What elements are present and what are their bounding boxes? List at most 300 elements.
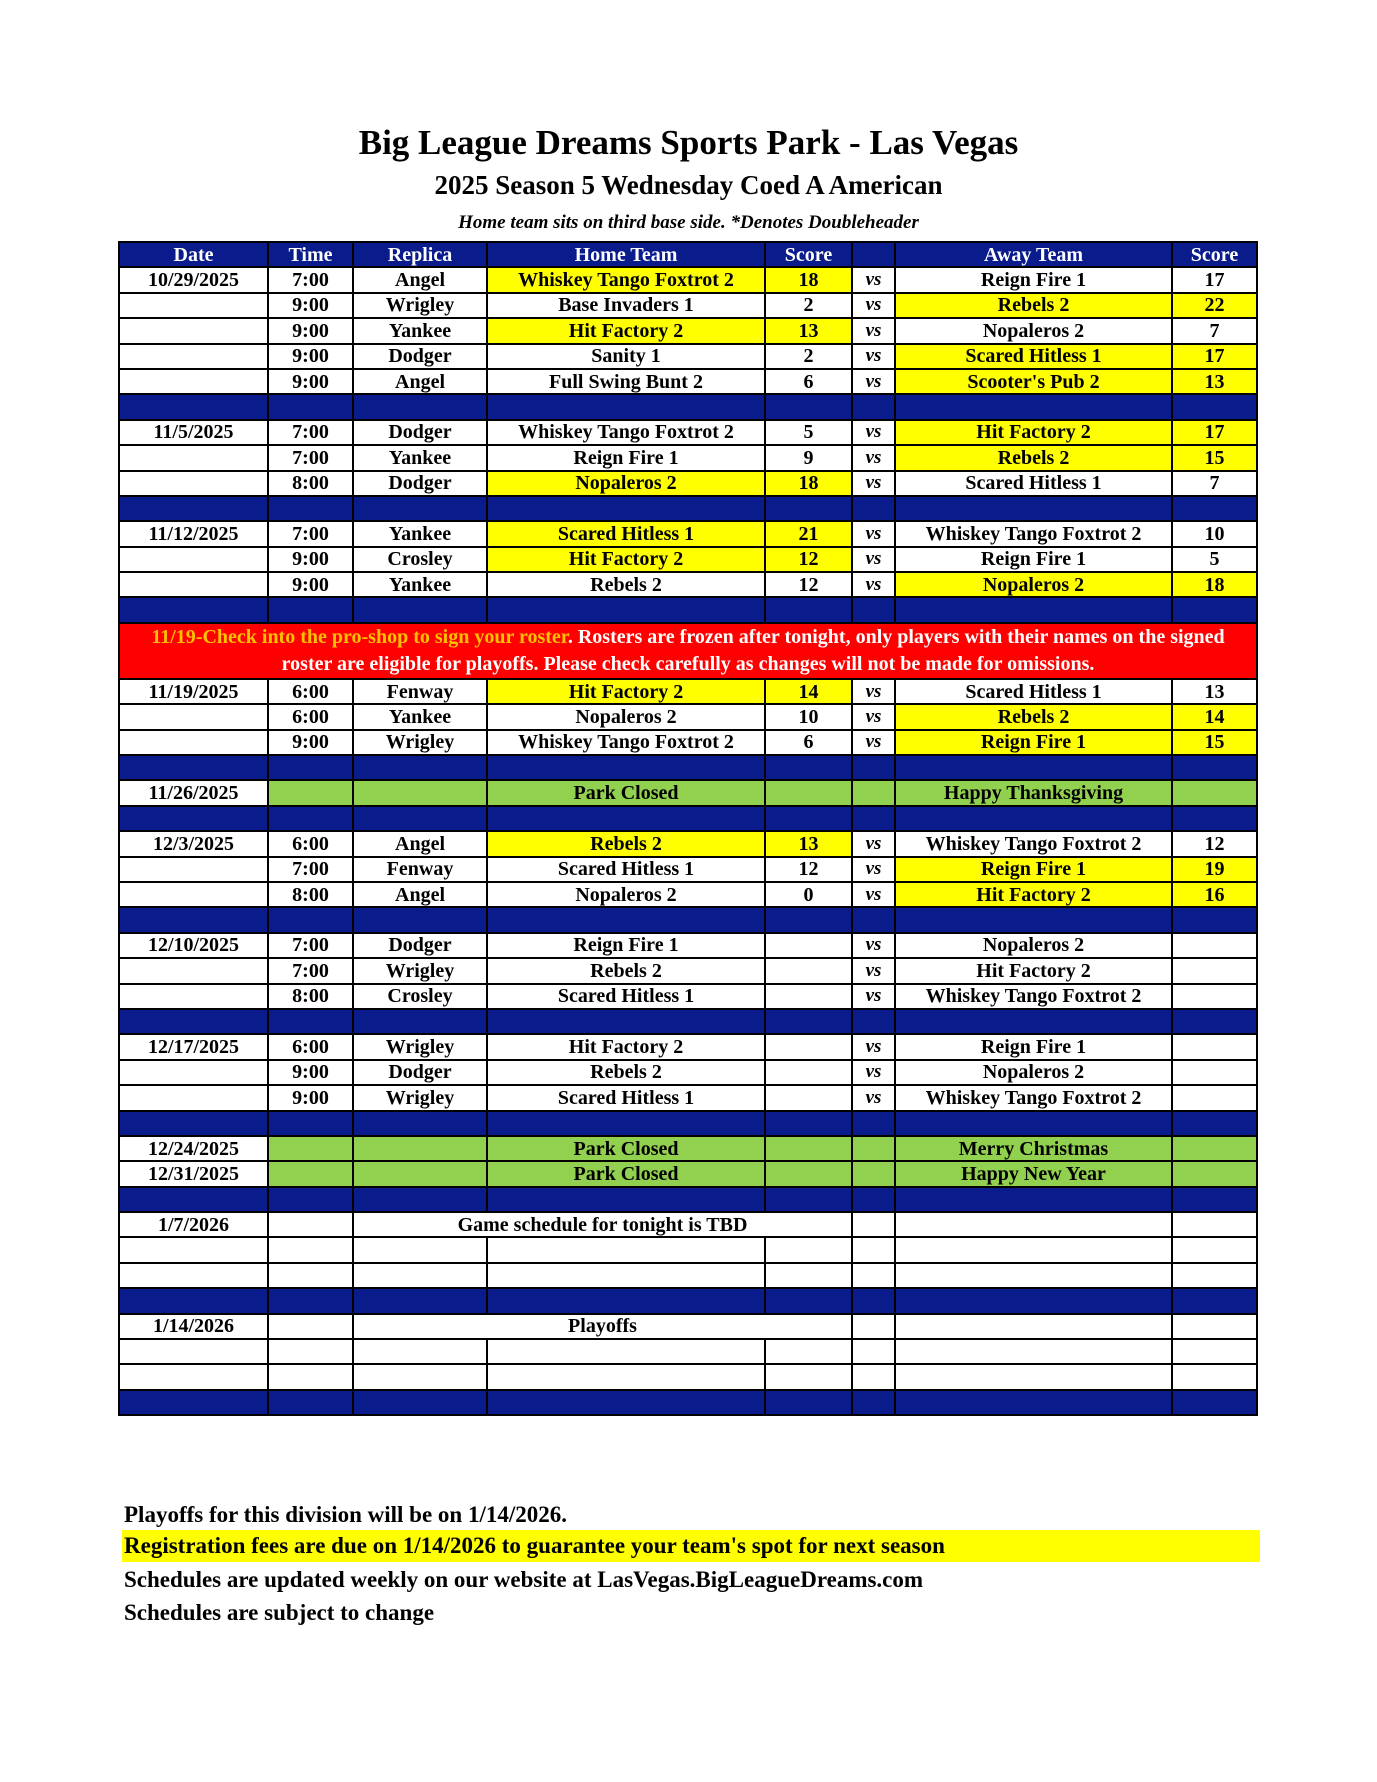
date-cell: 11/19/2025 <box>119 679 268 704</box>
home-team-cell: Nopaleros 2 <box>487 882 765 907</box>
empty-cell <box>895 1339 1172 1364</box>
separator-cell <box>895 597 1172 622</box>
game-row <box>119 958 1257 983</box>
empty-cell <box>765 1339 852 1364</box>
field-cell: Wrigley <box>353 958 487 983</box>
separator-cell <box>852 1111 895 1136</box>
home-team-cell: Base Invaders 1 <box>487 293 765 318</box>
notice-highlight: Check into the pro-shop to sign your roster <box>202 625 568 648</box>
separator-cell <box>765 1288 852 1313</box>
away-score-cell: 15 <box>1172 445 1257 470</box>
away-score-cell <box>1172 1034 1257 1059</box>
game-row <box>119 679 1257 704</box>
date-cell <box>119 369 268 394</box>
separator-cell <box>119 907 268 932</box>
date-cell: 11/26/2025 <box>119 780 268 805</box>
field-cell: Wrigley <box>353 293 487 318</box>
away-score-cell: 17 <box>1172 267 1257 292</box>
empty-cell <box>487 1364 765 1389</box>
away-score-cell <box>1172 958 1257 983</box>
home-team-cell: Reign Fire 1 <box>487 445 765 470</box>
separator-cell <box>487 806 765 831</box>
game-row <box>119 857 1257 882</box>
empty-cell <box>268 1364 353 1389</box>
col-header-home-score: Score <box>765 242 852 267</box>
separator-row <box>119 394 1257 419</box>
game-row <box>119 1085 1257 1110</box>
separator-cell <box>353 597 487 622</box>
away-team-cell <box>895 1314 1172 1339</box>
separator-cell <box>1172 806 1257 831</box>
separator-cell <box>487 1390 765 1415</box>
separator-row <box>119 1187 1257 1212</box>
home-score-cell <box>765 958 852 983</box>
home-score-cell: 6 <box>765 369 852 394</box>
park-closed-row <box>119 1136 1257 1161</box>
separator-cell <box>1172 1390 1257 1415</box>
date-cell <box>119 1085 268 1110</box>
separator-cell <box>268 907 353 932</box>
home-score-cell: 2 <box>765 344 852 369</box>
empty-cell <box>765 1237 852 1262</box>
vs-cell <box>852 1161 895 1186</box>
empty-cell <box>268 1263 353 1288</box>
vs-cell: vs <box>852 445 895 470</box>
field-cell: Fenway <box>353 857 487 882</box>
separator-cell <box>1172 1288 1257 1313</box>
away-score-cell: 7 <box>1172 471 1257 496</box>
separator-cell <box>119 755 268 780</box>
away-team-cell: Reign Fire 1 <box>895 267 1172 292</box>
roster-notice <box>119 623 1257 679</box>
home-score-cell <box>765 1034 852 1059</box>
footer-registration-note: Registration fees are due on 1/14/2026 to guarantee your team's spot for next season <box>122 1530 1260 1562</box>
home-team-cell: Nopaleros 2 <box>487 471 765 496</box>
separator-row <box>119 1288 1257 1313</box>
field-cell: Crosley <box>353 984 487 1009</box>
separator-cell <box>765 1009 852 1034</box>
separator-cell <box>895 806 1172 831</box>
away-score-cell: 7 <box>1172 318 1257 343</box>
vs-cell: vs <box>852 344 895 369</box>
separator-cell <box>1172 755 1257 780</box>
separator-cell <box>852 907 895 932</box>
separator-row <box>119 496 1257 521</box>
col-header-date: Date <box>119 242 268 267</box>
away-team-cell: Nopaleros 2 <box>895 318 1172 343</box>
separator-cell <box>895 1009 1172 1034</box>
home-score-cell <box>765 933 852 958</box>
date-cell <box>119 958 268 983</box>
empty-cell <box>119 1237 268 1262</box>
empty-cell <box>1172 1237 1257 1262</box>
home-score-cell: 12 <box>765 547 852 572</box>
game-row <box>119 318 1257 343</box>
home-score-cell: 6 <box>765 730 852 755</box>
date-cell <box>119 572 268 597</box>
vs-cell: vs <box>852 318 895 343</box>
separator-cell <box>119 1111 268 1136</box>
away-team-cell: Scared Hitless 1 <box>895 471 1172 496</box>
separator-cell <box>268 394 353 419</box>
game-row <box>119 420 1257 445</box>
separator-cell <box>487 394 765 419</box>
vs-cell <box>852 1136 895 1161</box>
game-row <box>119 572 1257 597</box>
date-cell <box>119 344 268 369</box>
vs-cell <box>852 1314 895 1339</box>
empty-cell <box>353 1263 487 1288</box>
away-score-cell: 17 <box>1172 344 1257 369</box>
date-cell <box>119 293 268 318</box>
time-cell: 6:00 <box>268 704 353 729</box>
separator-cell <box>895 394 1172 419</box>
vs-cell: vs <box>852 958 895 983</box>
time-cell <box>268 1136 353 1161</box>
empty-cell <box>895 1237 1172 1262</box>
home-team-cell: Rebels 2 <box>487 572 765 597</box>
empty-cell <box>353 1364 487 1389</box>
date-cell <box>119 882 268 907</box>
home-score-cell: 12 <box>765 857 852 882</box>
date-cell: 12/3/2025 <box>119 831 268 856</box>
away-team-cell: Hit Factory 2 <box>895 958 1172 983</box>
separator-cell <box>1172 907 1257 932</box>
vs-cell: vs <box>852 572 895 597</box>
footer-website-note: Schedules are updated weekly on our website at LasVegas.BigLeagueDreams.com <box>124 1567 924 1592</box>
separator-cell <box>765 496 852 521</box>
date-cell <box>119 1060 268 1085</box>
park-closed-row <box>119 780 1257 805</box>
game-row <box>119 547 1257 572</box>
separator-cell <box>852 496 895 521</box>
away-score-cell <box>1172 1060 1257 1085</box>
away-score-cell: 16 <box>1172 882 1257 907</box>
separator-cell <box>487 1009 765 1034</box>
empty-cell <box>852 1237 895 1262</box>
field-cell: Dodger <box>353 471 487 496</box>
vs-cell: vs <box>852 704 895 729</box>
col-header-vs <box>852 242 895 267</box>
away-team-cell: Whiskey Tango Foxtrot 2 <box>895 521 1172 546</box>
home-team-cell: Scared Hitless 1 <box>487 857 765 882</box>
separator-cell <box>487 1288 765 1313</box>
separator-cell <box>119 597 268 622</box>
away-score-cell <box>1172 1314 1257 1339</box>
home-team-cell: Scared Hitless 1 <box>487 984 765 1009</box>
empty-row <box>119 1364 1257 1389</box>
away-score-cell <box>1172 1212 1257 1237</box>
time-cell: 8:00 <box>268 882 353 907</box>
away-team-cell: Reign Fire 1 <box>895 1034 1172 1059</box>
away-score-cell: 15 <box>1172 730 1257 755</box>
vs-cell: vs <box>852 882 895 907</box>
empty-cell <box>1172 1339 1257 1364</box>
separator-cell <box>268 1009 353 1034</box>
info-text-cell: Game schedule for tonight is TBD <box>353 1212 852 1237</box>
field-cell: Wrigley <box>353 1085 487 1110</box>
separator-cell <box>852 1009 895 1034</box>
date-cell: 12/24/2025 <box>119 1136 268 1161</box>
notice-date: 11/19- <box>151 625 203 648</box>
home-team-cell: Rebels 2 <box>487 1060 765 1085</box>
away-team-cell: Rebels 2 <box>895 293 1172 318</box>
time-cell: 9:00 <box>268 344 353 369</box>
separator-cell <box>487 597 765 622</box>
separator-cell <box>353 1187 487 1212</box>
field-cell: Dodger <box>353 344 487 369</box>
time-cell <box>268 1212 353 1237</box>
time-cell <box>268 1161 353 1186</box>
game-row <box>119 730 1257 755</box>
separator-cell <box>895 1288 1172 1313</box>
home-team-cell: Rebels 2 <box>487 958 765 983</box>
separator-cell <box>268 755 353 780</box>
home-score-cell: 13 <box>765 318 852 343</box>
separator-cell <box>353 1111 487 1136</box>
home-score-cell <box>765 780 852 805</box>
empty-cell <box>487 1263 765 1288</box>
schedule-table <box>118 241 1258 1416</box>
away-team-cell: Hit Factory 2 <box>895 420 1172 445</box>
separator-cell <box>119 1288 268 1313</box>
time-cell: 6:00 <box>268 831 353 856</box>
vs-cell: vs <box>852 984 895 1009</box>
home-score-cell <box>765 1161 852 1186</box>
date-cell <box>119 857 268 882</box>
date-cell <box>119 984 268 1009</box>
date-cell: 11/5/2025 <box>119 420 268 445</box>
away-team-cell: Whiskey Tango Foxtrot 2 <box>895 831 1172 856</box>
separator-row <box>119 597 1257 622</box>
separator-cell <box>268 496 353 521</box>
vs-cell: vs <box>852 267 895 292</box>
time-cell: 7:00 <box>268 267 353 292</box>
holiday-label-cell: Happy Thanksgiving <box>895 780 1172 805</box>
separator-cell <box>487 1187 765 1212</box>
closed-label-cell: Park Closed <box>487 1161 765 1186</box>
info-text-cell: Playoffs <box>353 1314 852 1339</box>
separator-cell <box>1172 1111 1257 1136</box>
separator-cell <box>1172 394 1257 419</box>
separator-cell <box>487 907 765 932</box>
separator-cell <box>895 1390 1172 1415</box>
field-cell: Crosley <box>353 547 487 572</box>
page-title: Big League Dreams Sports Park - Las Vegas <box>358 123 1019 162</box>
separator-cell <box>268 1187 353 1212</box>
game-row <box>119 704 1257 729</box>
time-cell: 8:00 <box>268 471 353 496</box>
vs-cell: vs <box>852 831 895 856</box>
home-team-cell: Whiskey Tango Foxtrot 2 <box>487 420 765 445</box>
game-row <box>119 1060 1257 1085</box>
footer-playoffs-note: Playoffs for this division will be on 1/14/2026. <box>124 1502 568 1527</box>
separator-cell <box>895 496 1172 521</box>
home-score-cell <box>765 1060 852 1085</box>
vs-cell: vs <box>852 933 895 958</box>
away-score-cell <box>1172 780 1257 805</box>
empty-cell <box>895 1364 1172 1389</box>
home-team-cell: Scared Hitless 1 <box>487 521 765 546</box>
vs-cell: vs <box>852 521 895 546</box>
empty-row <box>119 1263 1257 1288</box>
home-score-cell: 10 <box>765 704 852 729</box>
notice-text: . Rosters are frozen after tonight, only players with their names on the signed roster are eligible for playoffs. Please check carefully as changes will not be made for omissions. <box>281 625 1225 675</box>
empty-cell <box>119 1364 268 1389</box>
separator-cell <box>119 496 268 521</box>
away-team-cell: Rebels 2 <box>895 445 1172 470</box>
home-team-cell: Hit Factory 2 <box>487 679 765 704</box>
time-cell: 7:00 <box>268 521 353 546</box>
away-score-cell: 22 <box>1172 293 1257 318</box>
time-cell: 6:00 <box>268 1034 353 1059</box>
col-header-away-score: Score <box>1172 242 1257 267</box>
empty-cell <box>852 1364 895 1389</box>
field-cell: Dodger <box>353 1060 487 1085</box>
empty-cell <box>353 1339 487 1364</box>
empty-cell <box>487 1237 765 1262</box>
separator-cell <box>765 1111 852 1136</box>
home-score-cell: 13 <box>765 831 852 856</box>
time-cell: 9:00 <box>268 1085 353 1110</box>
date-cell <box>119 445 268 470</box>
away-team-cell: Reign Fire 1 <box>895 857 1172 882</box>
vs-cell: vs <box>852 1085 895 1110</box>
col-header-time: Time <box>268 242 353 267</box>
empty-row <box>119 1339 1257 1364</box>
empty-cell <box>353 1237 487 1262</box>
away-score-cell: 12 <box>1172 831 1257 856</box>
date-cell: 1/7/2026 <box>119 1212 268 1237</box>
vs-cell: vs <box>852 293 895 318</box>
away-team-cell: Nopaleros 2 <box>895 572 1172 597</box>
home-team-cell: Hit Factory 2 <box>487 547 765 572</box>
empty-cell <box>895 1263 1172 1288</box>
away-score-cell <box>1172 1136 1257 1161</box>
separator-cell <box>119 394 268 419</box>
away-team-cell: Whiskey Tango Foxtrot 2 <box>895 984 1172 1009</box>
away-score-cell: 18 <box>1172 572 1257 597</box>
field-cell: Angel <box>353 882 487 907</box>
empty-cell <box>765 1364 852 1389</box>
vs-cell: vs <box>852 1060 895 1085</box>
vs-cell: vs <box>852 1034 895 1059</box>
separator-cell <box>353 1390 487 1415</box>
field-cell <box>353 1161 487 1186</box>
time-cell: 7:00 <box>268 958 353 983</box>
separator-cell <box>268 806 353 831</box>
game-row <box>119 293 1257 318</box>
game-row <box>119 445 1257 470</box>
date-cell: 1/14/2026 <box>119 1314 268 1339</box>
empty-cell <box>119 1263 268 1288</box>
separator-cell <box>487 755 765 780</box>
date-cell: 11/12/2025 <box>119 521 268 546</box>
time-cell: 7:00 <box>268 445 353 470</box>
date-cell: 12/10/2025 <box>119 933 268 958</box>
vs-cell: vs <box>852 369 895 394</box>
game-row <box>119 933 1257 958</box>
separator-cell <box>268 1111 353 1136</box>
time-cell: 9:00 <box>268 369 353 394</box>
footer-change-note: Schedules are subject to change <box>124 1600 435 1625</box>
game-row <box>119 882 1257 907</box>
away-team-cell: Scooter's Pub 2 <box>895 369 1172 394</box>
separator-cell <box>852 597 895 622</box>
field-cell: Angel <box>353 369 487 394</box>
separator-row <box>119 806 1257 831</box>
date-cell: 10/29/2025 <box>119 267 268 292</box>
away-team-cell: Whiskey Tango Foxtrot 2 <box>895 1085 1172 1110</box>
home-score-cell: 18 <box>765 471 852 496</box>
field-cell: Yankee <box>353 572 487 597</box>
holiday-label-cell: Merry Christmas <box>895 1136 1172 1161</box>
time-cell: 6:00 <box>268 679 353 704</box>
empty-cell <box>1172 1364 1257 1389</box>
field-cell: Dodger <box>353 933 487 958</box>
home-team-cell: Scared Hitless 1 <box>487 1085 765 1110</box>
separator-cell <box>852 394 895 419</box>
away-score-cell: 13 <box>1172 679 1257 704</box>
empty-row <box>119 1237 1257 1262</box>
field-cell: Angel <box>353 831 487 856</box>
field-cell: Fenway <box>353 679 487 704</box>
empty-cell <box>852 1339 895 1364</box>
separator-cell <box>353 755 487 780</box>
away-score-cell: 10 <box>1172 521 1257 546</box>
separator-cell <box>487 496 765 521</box>
time-cell: 7:00 <box>268 420 353 445</box>
home-team-cell: Whiskey Tango Foxtrot 2 <box>487 267 765 292</box>
game-row <box>119 267 1257 292</box>
separator-cell <box>268 597 353 622</box>
separator-cell <box>353 1009 487 1034</box>
home-score-cell <box>765 984 852 1009</box>
home-score-cell: 18 <box>765 267 852 292</box>
separator-cell <box>765 806 852 831</box>
home-team-cell: Reign Fire 1 <box>487 933 765 958</box>
away-score-cell <box>1172 984 1257 1009</box>
separator-cell <box>353 394 487 419</box>
game-row <box>119 984 1257 1009</box>
separator-cell <box>895 755 1172 780</box>
time-cell: 9:00 <box>268 318 353 343</box>
field-cell: Yankee <box>353 521 487 546</box>
separator-row <box>119 1009 1257 1034</box>
time-cell: 9:00 <box>268 730 353 755</box>
date-cell <box>119 471 268 496</box>
home-team-cell: Whiskey Tango Foxtrot 2 <box>487 730 765 755</box>
home-score-cell: 12 <box>765 572 852 597</box>
page-subtitle: 2025 Season 5 Wednesday Coed A American <box>434 170 943 200</box>
home-score-cell <box>765 1085 852 1110</box>
field-cell: Yankee <box>353 704 487 729</box>
away-score-cell <box>1172 1161 1257 1186</box>
separator-cell <box>765 394 852 419</box>
away-team-cell: Reign Fire 1 <box>895 547 1172 572</box>
away-team-cell: Scared Hitless 1 <box>895 344 1172 369</box>
home-score-cell: 9 <box>765 445 852 470</box>
time-cell: 7:00 <box>268 933 353 958</box>
col-header-replica: Replica <box>353 242 487 267</box>
field-cell: Angel <box>353 267 487 292</box>
holiday-label-cell: Happy New Year <box>895 1161 1172 1186</box>
separator-cell <box>1172 1009 1257 1034</box>
separator-cell <box>119 806 268 831</box>
separator-cell <box>852 755 895 780</box>
home-team-cell: Hit Factory 2 <box>487 318 765 343</box>
date-cell <box>119 704 268 729</box>
